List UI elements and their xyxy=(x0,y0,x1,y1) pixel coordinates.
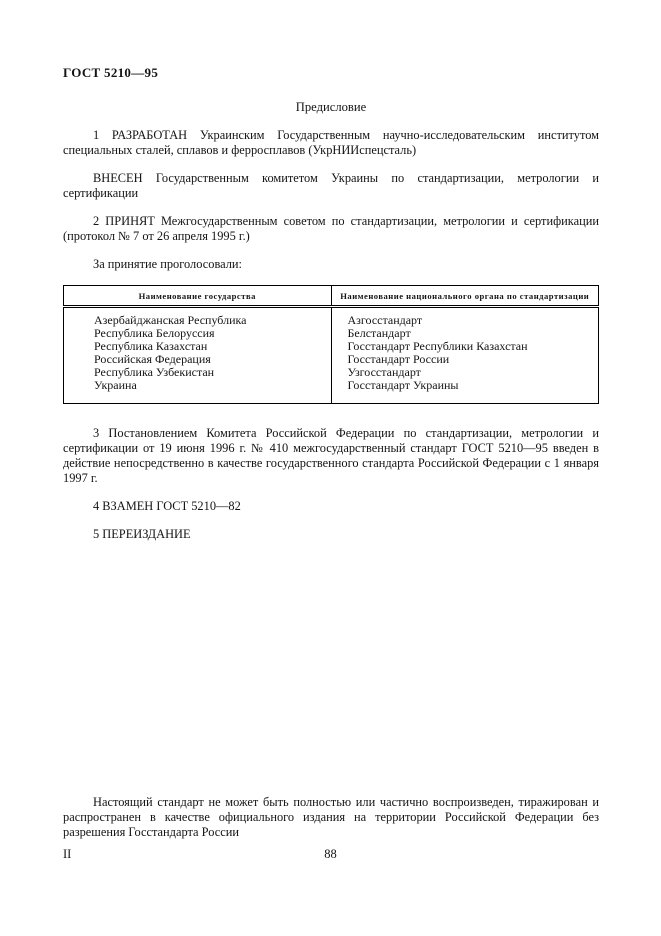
paragraph-reissue: 5 ПЕРЕИЗДАНИЕ xyxy=(93,527,191,541)
page-content xyxy=(63,0,599,542)
paragraph-adopted: 2 ПРИНЯТ Межгосударственным советом по стандартизации, метрологии и сертификации (протокол № 7 от 26 апреля 1995 г.) xyxy=(63,214,599,243)
footer-roman-page-number: II xyxy=(63,847,72,861)
table-cell-state: Республика Узбекистан xyxy=(94,365,215,379)
table-cell-body: Белстандарт xyxy=(347,326,411,340)
table-cell-body: Госстандарт Украины xyxy=(347,378,459,392)
page-title: Предисловие xyxy=(295,100,367,114)
table-cell-state: Российская Федерация xyxy=(94,352,211,366)
doc-code: ГОСТ 5210—95 xyxy=(63,65,159,80)
page-footer xyxy=(0,847,661,861)
paragraph-submitted: ВНЕСЕН Государственным комитетом Украины по стандартизации, метрологии и сертификации xyxy=(63,171,599,200)
table-cell-state: Украина xyxy=(94,378,137,392)
table-header-state: Наименование государства xyxy=(64,286,332,307)
states-column xyxy=(64,307,332,404)
table-cell-body: Госстандарт Республики Казахстан xyxy=(347,339,528,353)
table-cell-body: Госстандарт России xyxy=(347,352,450,366)
paragraph-developed: 1 РАЗРАБОТАН Украинским Государственным научно-исследовательским институтом специальных сталей, сплавов и ферросплавов (УкрНИИспецсталь) xyxy=(63,128,599,157)
table-cell-state: Азербайджанская Республика xyxy=(94,313,247,327)
table-header-row xyxy=(64,286,599,307)
vote-intro: За принятие проголосовали: xyxy=(93,257,242,271)
voting-table-header xyxy=(64,286,599,307)
table-cell-state: Республика Белоруссия xyxy=(94,326,215,340)
bodies-column xyxy=(331,307,599,404)
copyright-notice: Настоящий стандарт не может быть полностью или частично воспроизведен, тиражирован и распространен в качестве официального издания на территории Российской Федерации без разрешения Госстандарта России xyxy=(63,795,599,839)
table-cell-body: Азгосстандарт xyxy=(347,313,423,327)
voting-table-body xyxy=(64,307,599,404)
table-cell-state: Республика Казахстан xyxy=(94,339,208,353)
footer-page-number: 88 xyxy=(324,847,337,861)
table-body-row xyxy=(64,307,599,404)
paragraph-decree: 3 Постановлением Комитета Российской Федерации по стандартизации, метрологии и сертификации от 19 июня 1996 г. № 410 межгосударственный стандарт ГОСТ 5210—95 введен в действие непосредственно в качестве государственного стандарта Российской Федерации с 1 января 1997 г. xyxy=(63,426,599,485)
voting-table xyxy=(63,285,599,404)
table-cell-body: Узгосстандарт xyxy=(347,365,421,379)
table-header-body: Наименование национального органа по стандартизации xyxy=(331,286,599,307)
paragraph-replaces: 4 ВЗАМЕН ГОСТ 5210—82 xyxy=(93,499,241,513)
